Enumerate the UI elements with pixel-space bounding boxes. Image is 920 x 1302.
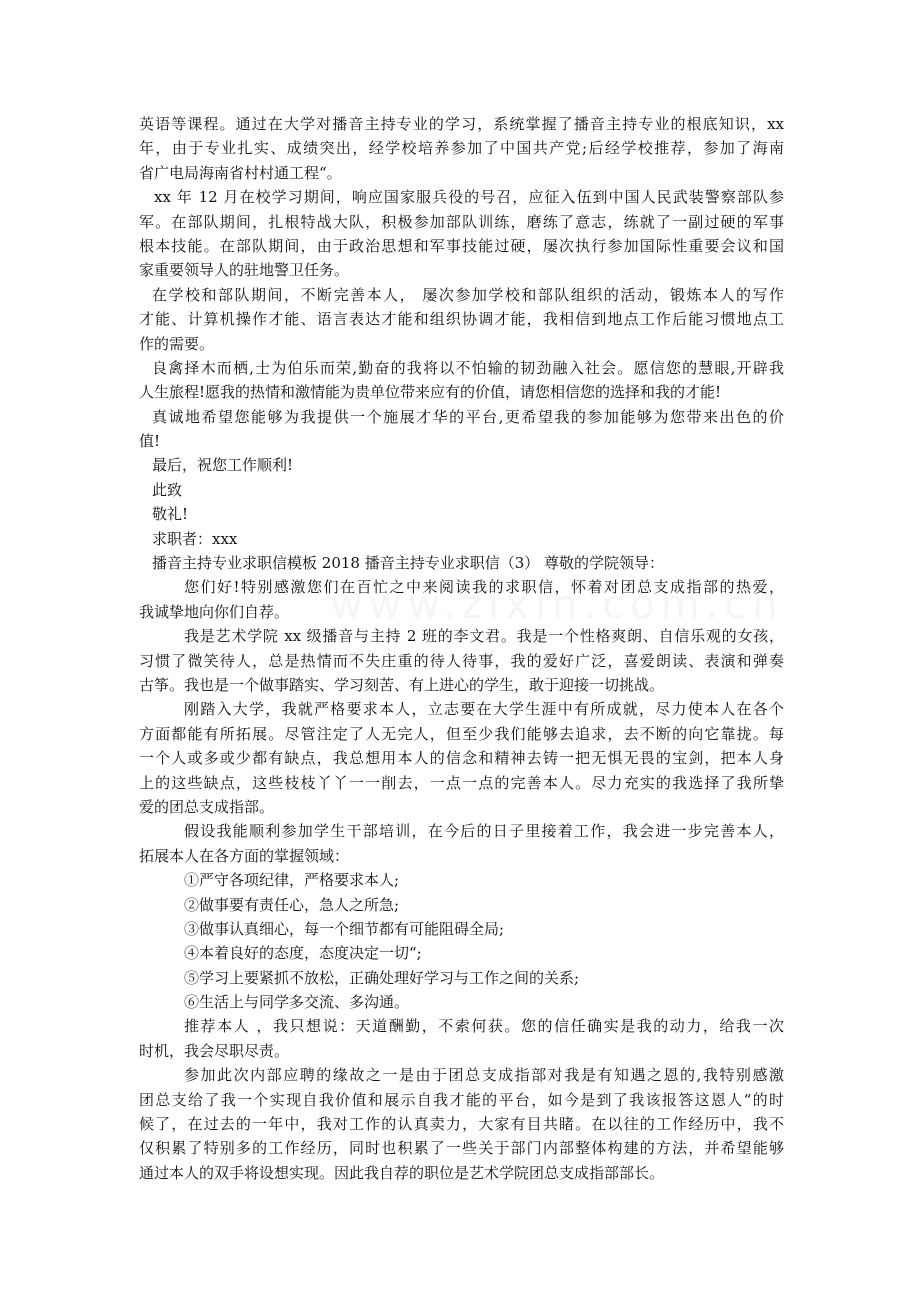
text-line: 真诚地希望您能够为我提供一个施展才华的平台,更希望我的参加能够为您带来出色的价 [152, 407, 784, 426]
text-line: 才能、计算机操作才能、语言表达才能和组织协调才能，我相信到地点工作后能习惯地点工 [139, 310, 784, 329]
text-line: 我是艺术学院 xx 级播音与主持 2 班的李文君。我是一个性格爽朗、自信乐观的女孩， [184, 627, 784, 646]
text-line: 古筝。我也是一个做事踏实、学习刻苦、有上进心的学生，敢于迎接一切挑战。 [139, 675, 665, 694]
list-item: ⑥生活上与同学多交流、多沟通。 [184, 993, 410, 1012]
text-line: 参加此次内部应聘的缘故之一是由于团总支成指部对我是有知遇之恩的,我特别感激 [184, 1066, 784, 1085]
paragraph [139, 1014, 784, 1063]
paragraph [139, 112, 784, 185]
text-line: 英语等课程。通过在大学对播音主持专业的学习，系统掌握了播音主持专业的根底知识，xx [139, 115, 784, 133]
text-line: 习惯了微笑待人，总是热情而不失庄重的待人待事，我的爱好广泛，喜爱朗读、表演和弹奏 [139, 651, 784, 670]
text-line: 良禽择木而栖,士为伯乐而荣,勤奋的我将以不怕输的韧劲融入社会。愿信您的慧眼,开辟我 [152, 358, 784, 377]
paragraph [139, 356, 784, 405]
salutation-line: 此致 [152, 480, 183, 499]
text-line: 刚踏入大学，我就严格要求本人，立志要在大学生涯中有所成就，尽力使本人在各个 [184, 700, 784, 719]
text-line: xx 年 12 月在校学习期间，响应国家服兵役的号召，应征入伍到中国人民武装警察部队参 [154, 188, 784, 207]
text-line: 推荐本人 ，我只想说：天道酬勤，不索何获。您的信任确实是我的动力，给我一次 [184, 1017, 784, 1036]
text-line: 上的这些缺点，这些枝枝丫丫一一削去，一点一点的完善本人。尽力充实的我选择了我所挚 [139, 773, 784, 792]
paragraph [139, 819, 784, 868]
text-line: 仅积累了特别多的工作经历，同时也积累了一些关于部门内部整体构建的方法，并希望能够 [139, 1139, 784, 1158]
signature-line: 求职者：xxx [152, 529, 238, 548]
text-line: 爱的团总支成指部。 [139, 797, 275, 816]
text-line: 假设我能顺利参加学生干部培训，在今后的日子里接着工作，我会进一步完善本人， [184, 822, 784, 841]
text-line: 候了，在过去的一年中，我对工作的认真卖力，大家有目共睹。在以往的工作经历中，我不 [139, 1115, 784, 1134]
text-line: 我诚挚地向你们自荐。 [139, 602, 290, 621]
text-line: 年，由于专业扎实、成绩突出，经学校培养参加了中国共产党;后经学校推荐，参加了海南 [139, 139, 784, 158]
text-line: 通过本人的双手将设想实现。因此我自荐的职位是艺术学院团总支成指部部长。 [139, 1163, 665, 1182]
section-title: 播音主持专业求职信模板 2018 播音主持专业求职信（3） 尊敬的学院领导： [152, 554, 665, 573]
paragraph [139, 624, 784, 697]
salutation-line: 敬礼! [152, 505, 189, 524]
text-line: 家重要领导人的驻地警卫任务。 [139, 261, 350, 280]
list-item: ③做事认真细心，每一个细节都有可能阻碍全局; [184, 919, 505, 938]
text-line: 团总支给了我一个实现自我价值和展示自我才能的平台，如今是到了我该报答这恩人“的时 [139, 1090, 784, 1109]
text-line: 军。在部队期间，扎根特战大队，积极参加部队训练，磨练了意志，练就了一副过硬的军事 [139, 212, 784, 231]
list-item: ⑤学习上要紧抓不放松，正确处理好学习与工作之间的关系; [184, 968, 580, 987]
text-line: 根本技能。在部队期间，由于政治思想和军事技能过硬，屡次执行参加国际性重要会议和国 [139, 236, 784, 255]
paragraph [139, 405, 784, 454]
list-item: ①严守各项纪律，严格要求本人; [184, 871, 400, 890]
paragraph [139, 1063, 784, 1185]
paragraph [139, 185, 784, 283]
document-body [139, 112, 784, 1185]
list-item: ②做事要有责任心，急人之所急; [184, 895, 400, 914]
text-line: 值! [139, 432, 161, 451]
text-line: 方面都能有所拓展。尽管注定了人无完人，但至少我们能够去追求，去不断的向它靠拢。每 [139, 724, 784, 743]
paragraph [139, 697, 784, 819]
paragraph [139, 283, 784, 356]
paragraph [139, 575, 784, 624]
text-line: 在学校和部队期间，不断完善本人， 屡次参加学校和部队组织的活动，锻炼本人的写作 [152, 285, 784, 304]
text-line: 拓展本人在各方面的掌握领域： [139, 846, 350, 865]
list-item: ④本着良好的态度，态度决定一切“; [184, 944, 422, 963]
text-line: 作的需要。 [139, 334, 215, 353]
text-line: 一个人或多或少都有缺点，我总想用本人的信念和精神去铸一把无惧无畏的宝剑，把本人身 [139, 749, 784, 768]
text-line: 省广电局海南省村村通工程“。 [139, 163, 342, 182]
text-line: 人生旅程!愿我的热情和激情能为贵单位带来应有的价值，请您相信您的选择和我的才能! [139, 383, 722, 402]
text-line: 您们好!特别感激您们在百忙之中来阅读我的求职信，怀着对团总支成指部的热爱， [184, 578, 784, 597]
closing-wish: 最后，祝您工作顺利! [152, 456, 294, 475]
text-line: 时机，我会尽职尽责。 [139, 1041, 290, 1060]
